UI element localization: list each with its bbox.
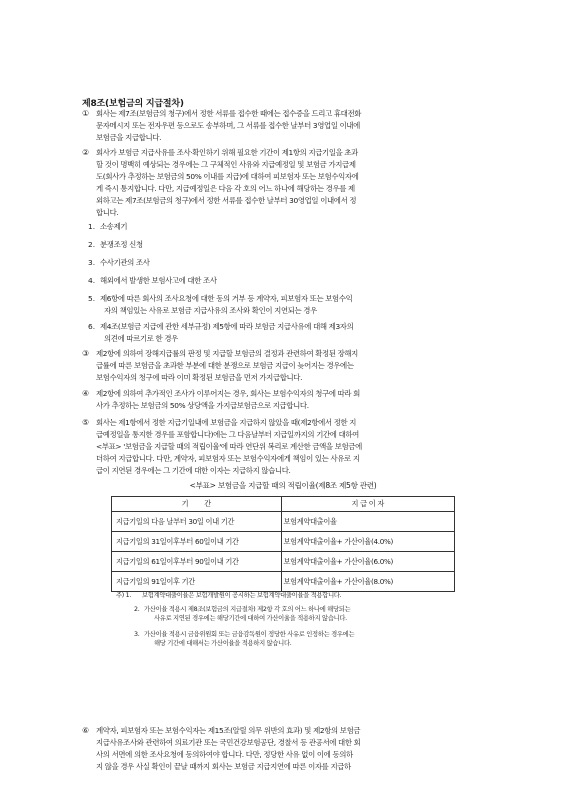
table-cell: 지급기일의 91일이후 기간 bbox=[112, 572, 282, 592]
text-line: 사가 추정하는 보험금의 50% 상당액을 가지급보험금으로 지급합니다. bbox=[96, 401, 309, 410]
text-line: 사의 서면에 의한 조사요청에 동의하여야 합니다. 다만, 정당한 사유 없이 이에 동의하 bbox=[96, 750, 353, 759]
text-line: 급이 지연된 경우에는 그 기간에 대한 이자는 지급하지 않습니다. bbox=[96, 466, 291, 475]
paragraph-marker: ④ bbox=[82, 389, 90, 398]
table-row bbox=[112, 512, 455, 532]
text-line: 사유로 지연된 경우에는 해당기간에 대하여 가산이율을 적용하지 않습니다. bbox=[154, 615, 347, 622]
paragraph-marker: ① bbox=[82, 109, 90, 118]
text-line: 수사기관의 조사 bbox=[100, 258, 150, 267]
text-line: 해외에서 발생한 보험사고에 대한 조사 bbox=[100, 276, 217, 285]
text-line: 문자메시지 또는 전자우편 등으로도 송부하며, 그 서류를 접수한 날부터 3영업일 이내에 bbox=[96, 121, 360, 130]
paragraph-marker: ③ bbox=[82, 349, 90, 358]
list-item bbox=[100, 293, 352, 317]
footnote-marker: 3. bbox=[134, 631, 140, 638]
column-header-interest: 지 급 이 자 bbox=[281, 497, 454, 512]
text-line: 가산이율 적용시 금융위원회 또는 금융감독원이 정당한 사유로 인정하는 경우에는 bbox=[144, 631, 355, 638]
table-cell: 지급기일의 다음 날부터 30일 이내 기간 bbox=[112, 512, 282, 532]
text-line: 제4조(보험금 지급에 관한 세부규정) 제5항에 따라 보험금 지급사유에 대해 제3자의 bbox=[100, 322, 354, 331]
text-line: 의견에 따르기로 한 경우 bbox=[104, 334, 178, 343]
footnote-marker: 2. bbox=[134, 606, 140, 613]
footnote-3 bbox=[144, 630, 354, 648]
text-line: 제2항에 의하여 추가적인 조사가 이루어지는 경우, 회사는 보험수익자의 청구에 따라 회 bbox=[96, 389, 360, 398]
text-line: 게 즉시 통지합니다. 다만, 지급예정일은 다음 각 호의 어느 하나에 해당하는 경우를 제 bbox=[96, 184, 355, 193]
footnote-1 bbox=[142, 591, 341, 600]
table-cell: 지급기일의 61일이후부터 90일이내 기간 bbox=[112, 552, 282, 572]
paragraph-3 bbox=[96, 348, 358, 384]
paragraph-6 bbox=[96, 725, 360, 773]
text-line: <부표> '보험금을 지급할 때의 적립이율'에 따라 연단위 복리로 계산한 금액을 보험금에 bbox=[96, 442, 362, 451]
table-cell: 지급기일의 31일이후부터 60일이내 기간 bbox=[112, 532, 282, 552]
text-line: 제2항에 의하여 장해지급률의 판정 및 지급할 보험금의 결정과 관련하여 확정된 장해지 bbox=[96, 349, 358, 358]
list-marker: 2. bbox=[88, 240, 96, 249]
text-line: 회사는 제1항에서 정한 지급기일내에 보험금을 지급하지 않았을 때(제2항에서 정한 지 bbox=[96, 418, 357, 427]
table-cell: 보험계약대출이율+ 가산이율(4.0%) bbox=[281, 532, 454, 552]
table-cell: 보험계약대출이율 bbox=[281, 512, 454, 532]
interest-rate-table bbox=[111, 496, 455, 592]
text-line: 더하여 지급합니다. 다만, 계약자, 피보험자 또는 보험수익자에게 책임이 있는 사유로 지 bbox=[96, 454, 360, 463]
text-line: 지급사유조사와 관련하여 의료기관 또는 국민건강보험공단, 경찰서 등 관공서에 대한 회 bbox=[96, 738, 361, 747]
text-line: 분쟁조정 신청 bbox=[100, 240, 143, 249]
text-line: 할 것이 명백히 예상되는 경우에는 그 구체적인 사유와 지급예정일 및 보험금 가지급제 bbox=[96, 160, 356, 169]
article-title: 제8조(보험금의 지급절차) bbox=[82, 99, 184, 109]
text-line: 급률에 따른 보험금을 초과한 부분에 대한 분쟁으로 보험금 지급이 늦어지는 경우에는 bbox=[96, 361, 354, 370]
text-line: 지 않을 경우 사실 확인이 끝날 때까지 회사는 보험금 지급지연에 따른 이자를 지급하 bbox=[96, 762, 351, 771]
text-line: 급예정일을 통지한 경우를 포함합니다)에는 그 다음날부터 지급일까지의 기간에 대하여 bbox=[96, 430, 359, 439]
paragraph-marker: ⑥ bbox=[82, 726, 90, 735]
text-line: 소송제기 bbox=[100, 222, 128, 231]
table-row bbox=[112, 572, 455, 592]
text-line: 제6항에 따른 회사의 조사요청에 대한 동의 거부 등 계약자, 피보험자 또는 보험수익 bbox=[100, 294, 353, 303]
list-item bbox=[100, 275, 217, 287]
text-line: 합니다. bbox=[96, 208, 119, 217]
text-line: 회사가 보험금 지급사유를 조사·확인하기 위해 필요한 기간이 제1항의 지급기일을 초과 bbox=[96, 148, 358, 157]
footnote-marker: 주) 1. bbox=[116, 592, 132, 599]
table-caption: <부표> 보험금을 지급할 때의 적립이율(제8조 제5항 관련) bbox=[189, 481, 377, 490]
table-header-row bbox=[112, 497, 455, 512]
text-line: 가산이율 적용시 제8조(보험금의 지급절차) 제2항 각 호의 어느 하나에 해당되는 bbox=[144, 606, 351, 613]
table-row bbox=[112, 532, 455, 552]
table-cell: 보험계약대출이율+ 가산이율(8.0%) bbox=[281, 572, 454, 592]
text-line: 회사는 제7조(보험금의 청구)에서 정한 서류를 접수한 때에는 접수증을 드리고 휴대전화 bbox=[96, 109, 362, 118]
paragraph-marker: ② bbox=[82, 148, 90, 157]
list-marker: 6. bbox=[88, 322, 96, 331]
table-row bbox=[112, 552, 455, 572]
list-marker: 4. bbox=[88, 276, 96, 285]
paragraph-4 bbox=[96, 388, 360, 412]
text-line: 자의 책임있는 사유로 보험금 지급사유의 조사와 확인이 지연되는 경우 bbox=[104, 306, 317, 315]
text-line: 해당 기간에 대해서는 가산이율을 적용하지 않습니다. bbox=[154, 640, 292, 647]
paragraph-5 bbox=[96, 417, 362, 477]
paragraph-1 bbox=[96, 108, 361, 144]
list-item bbox=[100, 221, 127, 233]
paragraph-marker: ⑤ bbox=[82, 418, 90, 427]
text-line: 보험금을 지급합니다. bbox=[96, 133, 162, 142]
list-marker: 1. bbox=[88, 222, 96, 231]
list-item bbox=[100, 321, 353, 345]
list-item bbox=[100, 257, 150, 269]
column-header-period: 기 간 bbox=[112, 497, 282, 512]
list-item bbox=[100, 239, 143, 251]
text-line: 계약자, 피보험자 또는 보험수익자는 제15조(알릴 의무 위반의 효과) 및 제2항의 보험금 bbox=[96, 726, 361, 735]
text-line: 도(회사가 추정하는 보험금의 50% 이내를 지급)에 대하여 피보험자 또는 보험수익자에 bbox=[96, 172, 359, 181]
table-cell: 보험계약대출이율+ 가산이율(6.0%) bbox=[281, 552, 454, 572]
list-marker: 5. bbox=[88, 294, 96, 303]
text-line: 외하고는 제7조(보험금의 청구)에서 정한 서류를 접수한 날부터 30영업일 이내에서 정 bbox=[96, 196, 357, 205]
footnote-2 bbox=[144, 605, 350, 623]
paragraph-2 bbox=[96, 147, 359, 219]
text-line: 보험수익자의 청구에 따라 이미 확정된 보험금을 먼저 가지급합니다. bbox=[96, 373, 303, 382]
list-marker: 3. bbox=[88, 258, 96, 267]
text-line: 보험계약대출이율은 보험개발원이 공시하는 보험계약대출이율을 적용합니다. bbox=[142, 592, 342, 599]
